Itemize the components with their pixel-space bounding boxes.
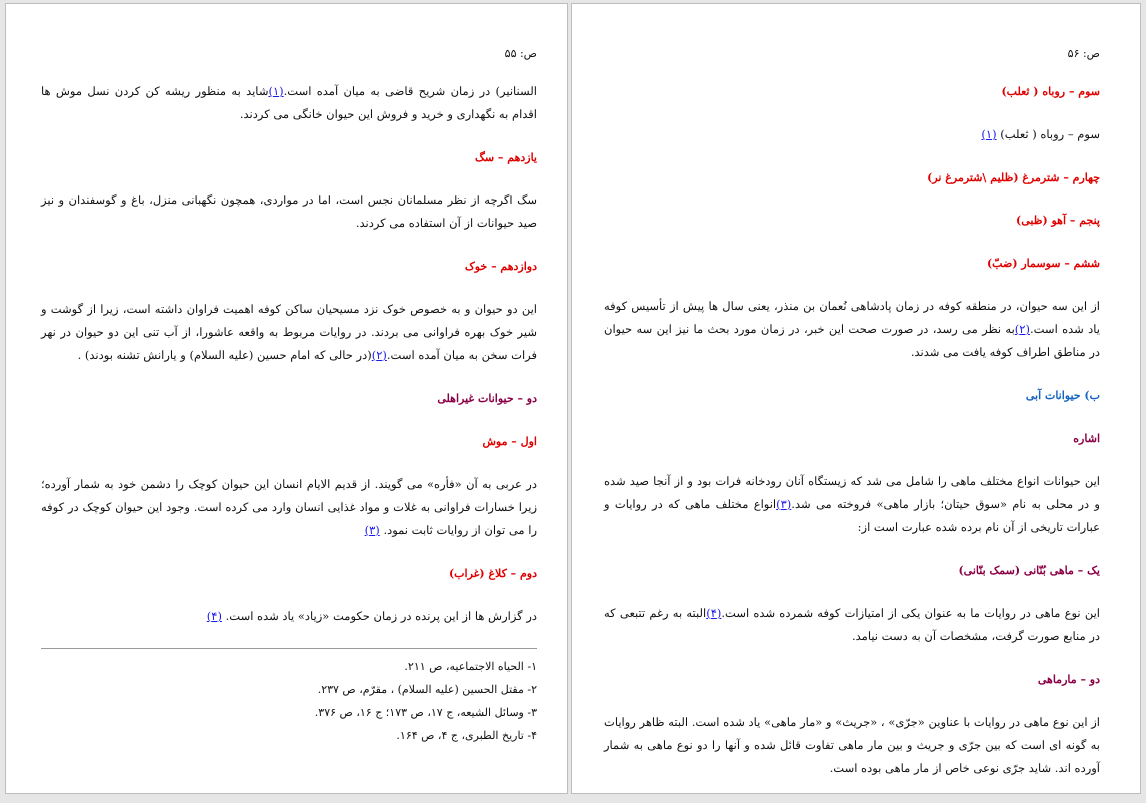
- footnote-link-4[interactable]: (۴): [706, 606, 722, 620]
- footnote-link-1[interactable]: (۱): [268, 84, 284, 98]
- section-heading: دو – حیوانات غیراهلی: [437, 392, 537, 405]
- paragraph: [604, 123, 1100, 146]
- section-heading: دوازدهم – خوک: [464, 260, 537, 273]
- paragraph: [604, 470, 1100, 539]
- paragraph: [604, 295, 1100, 364]
- paragraph: [41, 473, 537, 542]
- footnote-item: ۳- وسائل الشیعه، ج ۱۷، ص ۱۷۳؛ ج ۱۶، ص ۳۷۶.: [314, 706, 537, 719]
- page-content: [41, 42, 537, 747]
- paragraph: [41, 298, 537, 367]
- paragraph-text: این نوع ماهی در روایات ما به عنوان یکی از امتیازات کوفه شمرده شده است.: [721, 606, 1100, 620]
- paragraph: سگ اگرچه از نظر مسلمانان نجس است، اما در مواردی، همچون نگهبانی منزل، باغ و گوسفندان و نیز صید حیوانات از آن استفاده می کردند.: [41, 193, 537, 230]
- paragraph-text: البته به رغم تتبعی که در منابع صورت گرفت، مشخصات آن به دست نیامد.: [604, 606, 1100, 643]
- page-number: ص: ۵۶: [1067, 47, 1100, 60]
- footnote-link-1[interactable]: (۱): [981, 127, 997, 141]
- footnote-link-4[interactable]: (۴): [206, 609, 222, 623]
- section-heading: پنجم – آهو (ظبی): [1016, 214, 1100, 227]
- document-page-55: [5, 3, 568, 794]
- footnote-item: ۴- تاریخ الطبری، ج ۴، ص ۱۶۴.: [396, 729, 537, 742]
- document-page-56: [571, 3, 1141, 794]
- page-number: ص: ۵۵: [504, 47, 537, 60]
- paragraph-text: انواع مختلف ماهی که در روایات و عبارات تاریخی از آن نام برده شده عبارت است از:: [604, 497, 1100, 534]
- footnote-item: ۲- مقتل الحسین (علیه السلام) ، مقرّم، ص ۲۳۷.: [317, 683, 537, 696]
- footnote-item: ۱- الحیاه الاجتماعیه، ص ۲۱۱.: [404, 660, 537, 673]
- paragraph-text: در گزارش ها از این پرنده در زمان حکومت «زیاد» یاد شده است.: [225, 609, 537, 623]
- section-heading: سوم – روباه ( ثعلب): [1001, 85, 1100, 98]
- paragraph-text: از این سه حیوان، در منطقه کوفه در زمان پادشاهی نُعمان بن منذر، یعنی سال ها پیش از تأسیس کوفه یاد شده است.: [604, 299, 1100, 336]
- footnote-link-3[interactable]: (۳): [776, 497, 792, 511]
- section-heading: یک – ماهی بُنّانی (سمک بنّانی): [958, 564, 1100, 577]
- paragraph: [604, 602, 1100, 648]
- paragraph-text: به نظر می رسد، در صورت صحت این خبر، در زمان مورد بحث ما نیز این سه حیوان در مناطق اطراف کوفه یافت می شدند.: [604, 322, 1100, 359]
- footnote-link-2[interactable]: (۲): [1014, 322, 1030, 336]
- section-heading: دو – مارماهی: [1037, 673, 1100, 686]
- section-heading: یازدهم – سگ: [475, 151, 537, 164]
- section-heading: ب) حیوانات آبی: [1025, 389, 1100, 402]
- section-heading: چهارم – شترمرغ (ظلیم \شترمرغ نر): [927, 171, 1100, 184]
- footnotes: [41, 655, 537, 747]
- paragraph-text: (در حالی که امام حسین (علیه السلام) و یارانش تشنه بودند) .: [77, 348, 372, 362]
- page-content: [604, 42, 1100, 794]
- footnote-divider: [41, 648, 537, 649]
- paragraph-text: السنانیر) در زمان شریح قاضی به میان آمده است.: [283, 84, 537, 98]
- section-heading: اشاره: [1073, 432, 1100, 445]
- paragraph: از این نوع ماهی در روایات با عناوین «جرّی» ، «جریث» و «مار ماهی» یاد شده است. البته ظاهر روایات به گونه ای است که بین جرّی و جریث و بین مار ماهی تفاوت قائل شده و آنها را دو نوع ماهی به شمار آورده اند. شاید جرّی نوعی خاص از مار ماهی بوده است.: [604, 715, 1100, 775]
- paragraph-text: این دو حیوان و به خصوص خوک نزد مسیحیان ساکن کوفه اهمیت فراوان داشته است، زیرا از گوشت و شیر خوک بهره فراوانی می بردند. در روایات مربوط به واقعه عاشورا، از آب تنی این دو حیوان در نهر فرات سخن به میان آمده است.: [41, 302, 537, 362]
- paragraph-text: در عربی به آن «فأره» می گویند. از قدیم الایام انسان این حیوان کوچک را دشمن خود به شمار آورده؛ زیرا خسارات فراوانی به غلات و مواد غذایی انسان وارد می کرده است. وجود این حیوان کوچک در کوفه را می توان از روایات ثابت نمود.: [41, 477, 537, 537]
- footnote-link-2[interactable]: (۲): [371, 348, 387, 362]
- paragraph: [41, 605, 537, 628]
- section-heading: دوم – کلاغ (غراب): [448, 567, 537, 580]
- footnote-link-3[interactable]: (۳): [364, 523, 380, 537]
- section-heading: ششم – سوسمار (ضبّ): [986, 257, 1100, 270]
- paragraph-text: این حیوانات انواع مختلف ماهی را شامل می شد که زیستگاه آنان رودخانه فرات بود و از آنجا صید شده و در محلی به نام «سوق حیتان؛ بازار ماهی» فروخته می شد.: [604, 474, 1100, 511]
- paragraph: [41, 80, 537, 126]
- paragraph-text: شاید به منظور ریشه کن کردن نسل موش ها اقدام به نگهداری و خرید و فروش این حیوان خانگی می کردند.: [41, 84, 537, 121]
- section-heading: اول – موش: [482, 435, 537, 448]
- paragraph-text: سوم – روباه ( ثعلب): [1000, 127, 1100, 141]
